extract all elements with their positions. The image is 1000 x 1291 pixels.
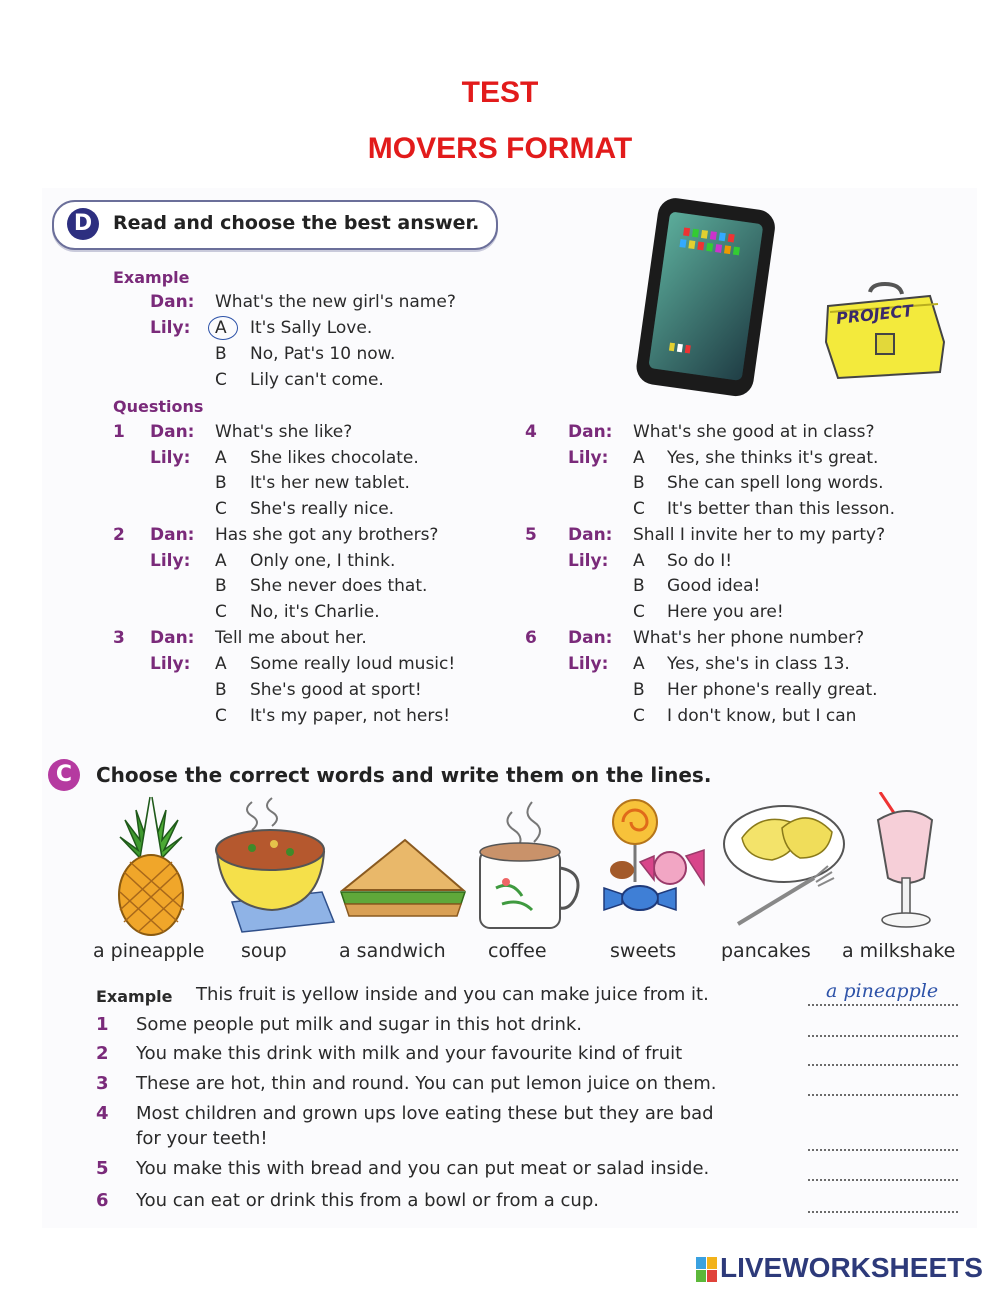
- question-text: Tell me about her.: [215, 628, 367, 648]
- food-illustrations: [100, 792, 970, 937]
- option-letter[interactable]: C: [215, 499, 227, 519]
- food-label: a milkshake: [842, 940, 956, 962]
- example-option-letter: A: [215, 318, 227, 338]
- option-letter[interactable]: B: [633, 680, 645, 700]
- option-letter[interactable]: A: [633, 551, 645, 571]
- option-letter[interactable]: B: [633, 473, 645, 493]
- liveworksheets-logo-icon: [696, 1257, 718, 1283]
- coffee-icon: [480, 802, 578, 928]
- item-text: You make this with bread and you can put meat or salad inside.: [136, 1158, 710, 1179]
- answer-line[interactable]: [808, 1178, 958, 1181]
- answer-circle: [208, 316, 238, 340]
- option-text[interactable]: No, it's Charlie.: [250, 602, 380, 622]
- food-label: a pineapple: [93, 940, 205, 962]
- example-label: Example: [113, 268, 190, 287]
- example-option-text: Lily can't come.: [250, 370, 384, 390]
- sandwich-icon: [341, 840, 465, 916]
- question-text: What's her phone number?: [633, 628, 865, 648]
- answer-line[interactable]: [808, 1210, 958, 1213]
- option-letter[interactable]: A: [633, 654, 645, 674]
- item-text-continued: for your teeth!: [136, 1128, 268, 1149]
- example-label: Example: [96, 987, 173, 1006]
- option-text[interactable]: Her phone's really great.: [667, 680, 878, 700]
- lily-label: Lily:: [150, 654, 191, 674]
- pancakes-icon: [724, 806, 844, 924]
- option-letter[interactable]: C: [633, 706, 645, 726]
- section-d-badge: D: [67, 208, 99, 240]
- page-title: TEST: [461, 76, 539, 109]
- question-number: 3: [113, 628, 125, 648]
- question-number: 2: [113, 525, 125, 545]
- answer-line[interactable]: [808, 1148, 958, 1151]
- section-c-instruction: Choose the correct words and write them on the lines.: [96, 763, 712, 787]
- option-letter[interactable]: A: [215, 551, 227, 571]
- item-number: 3: [96, 1073, 109, 1094]
- example-option-letter: B: [215, 344, 227, 364]
- question-text: Has she got any brothers?: [215, 525, 439, 545]
- example-question: What's the new girl's name?: [215, 292, 456, 312]
- option-text[interactable]: It's her new tablet.: [250, 473, 410, 493]
- option-letter[interactable]: C: [633, 499, 645, 519]
- dan-label: Dan:: [150, 422, 195, 442]
- dan-label: Dan:: [568, 628, 613, 648]
- option-letter[interactable]: B: [633, 576, 645, 596]
- example-option-text: No, Pat's 10 now.: [250, 344, 396, 364]
- question-text: What's she good at in class?: [633, 422, 875, 442]
- dan-label: Dan:: [150, 525, 195, 545]
- answer-line[interactable]: [808, 1034, 958, 1037]
- question-number: 4: [525, 422, 537, 442]
- milkshake-icon: [878, 792, 932, 927]
- example-lily-label: Lily:: [150, 318, 191, 338]
- option-letter[interactable]: C: [215, 602, 227, 622]
- option-text[interactable]: She never does that.: [250, 576, 428, 596]
- option-letter[interactable]: A: [215, 654, 227, 674]
- food-label: a sandwich: [339, 940, 446, 962]
- option-letter[interactable]: C: [215, 706, 227, 726]
- question-text: What's she like?: [215, 422, 353, 442]
- option-text[interactable]: It's better than this lesson.: [667, 499, 895, 519]
- question-number: 6: [525, 628, 537, 648]
- option-text[interactable]: Yes, she's in class 13.: [667, 654, 850, 674]
- item-text: Most children and grown ups love eating these but they are bad: [136, 1103, 714, 1124]
- example-sentence: This fruit is yellow inside and you can make juice from it.: [196, 984, 709, 1005]
- option-text[interactable]: It's my paper, not hers!: [250, 706, 451, 726]
- project-bag-icon: [820, 282, 950, 382]
- option-letter[interactable]: A: [215, 448, 227, 468]
- item-number: 6: [96, 1190, 109, 1211]
- questions-label: Questions: [113, 397, 204, 416]
- option-letter[interactable]: A: [633, 448, 645, 468]
- item-text: These are hot, thin and round. You can put lemon juice on them.: [136, 1073, 717, 1094]
- item-text: You make this drink with milk and your favourite kind of fruit: [136, 1043, 683, 1064]
- example-option-text: It's Sally Love.: [250, 318, 373, 338]
- food-label: sweets: [610, 940, 677, 962]
- option-text[interactable]: So do I!: [667, 551, 733, 571]
- item-number: 1: [96, 1014, 109, 1035]
- option-text[interactable]: She can spell long words.: [667, 473, 884, 493]
- option-letter[interactable]: B: [215, 576, 227, 596]
- option-text[interactable]: She's good at sport!: [250, 680, 422, 700]
- dan-label: Dan:: [568, 422, 613, 442]
- item-number: 2: [96, 1043, 109, 1064]
- dan-label: Dan:: [568, 525, 613, 545]
- option-text[interactable]: I don't know, but I can: [667, 706, 857, 726]
- question-text: Shall I invite her to my party?: [633, 525, 886, 545]
- option-text[interactable]: She's really nice.: [250, 499, 395, 519]
- item-text: Some people put milk and sugar in this hot drink.: [136, 1014, 583, 1035]
- lily-label: Lily:: [150, 448, 191, 468]
- example-answer-line: [808, 1003, 958, 1006]
- liveworksheets-brand[interactable]: LIVEWORKSHEETS: [720, 1252, 983, 1283]
- example-option-letter: C: [215, 370, 227, 390]
- item-number: 5: [96, 1158, 109, 1179]
- option-letter[interactable]: B: [215, 680, 227, 700]
- project-bag-label: PROJECT: [835, 301, 914, 328]
- section-d-instruction: Read and choose the best answer.: [113, 212, 480, 234]
- item-number: 4: [96, 1103, 109, 1124]
- item-text: You can eat or drink this from a bowl or from a cup.: [136, 1190, 599, 1211]
- question-number: 5: [525, 525, 537, 545]
- option-text[interactable]: Here you are!: [667, 602, 784, 622]
- question-number: 1: [113, 422, 125, 442]
- lily-label: Lily:: [150, 551, 191, 571]
- soup-icon: [216, 798, 334, 932]
- page-subtitle: MOVERS FORMAT: [367, 132, 633, 165]
- section-c-badge: C: [48, 759, 80, 791]
- option-text[interactable]: She likes chocolate.: [250, 448, 419, 468]
- food-label: pancakes: [721, 940, 811, 962]
- tablet-icon: [625, 195, 785, 400]
- example-answer: a pineapple: [826, 980, 939, 1002]
- example-dan-label: Dan:: [150, 292, 195, 312]
- option-text[interactable]: Some really loud music!: [250, 654, 456, 674]
- pineapple-icon: [119, 797, 184, 935]
- option-text[interactable]: Only one, I think.: [250, 551, 396, 571]
- option-letter[interactable]: B: [215, 473, 227, 493]
- answer-line[interactable]: [808, 1093, 958, 1096]
- dan-label: Dan:: [150, 628, 195, 648]
- lily-label: Lily:: [568, 448, 609, 468]
- option-letter[interactable]: C: [633, 602, 645, 622]
- food-label: coffee: [488, 940, 547, 962]
- option-text[interactable]: Good idea!: [667, 576, 761, 596]
- answer-line[interactable]: [808, 1063, 958, 1066]
- sweets-icon: [604, 800, 704, 910]
- option-text[interactable]: Yes, she thinks it's great.: [667, 448, 879, 468]
- lily-label: Lily:: [568, 551, 609, 571]
- lily-label: Lily:: [568, 654, 609, 674]
- food-label: soup: [241, 940, 287, 962]
